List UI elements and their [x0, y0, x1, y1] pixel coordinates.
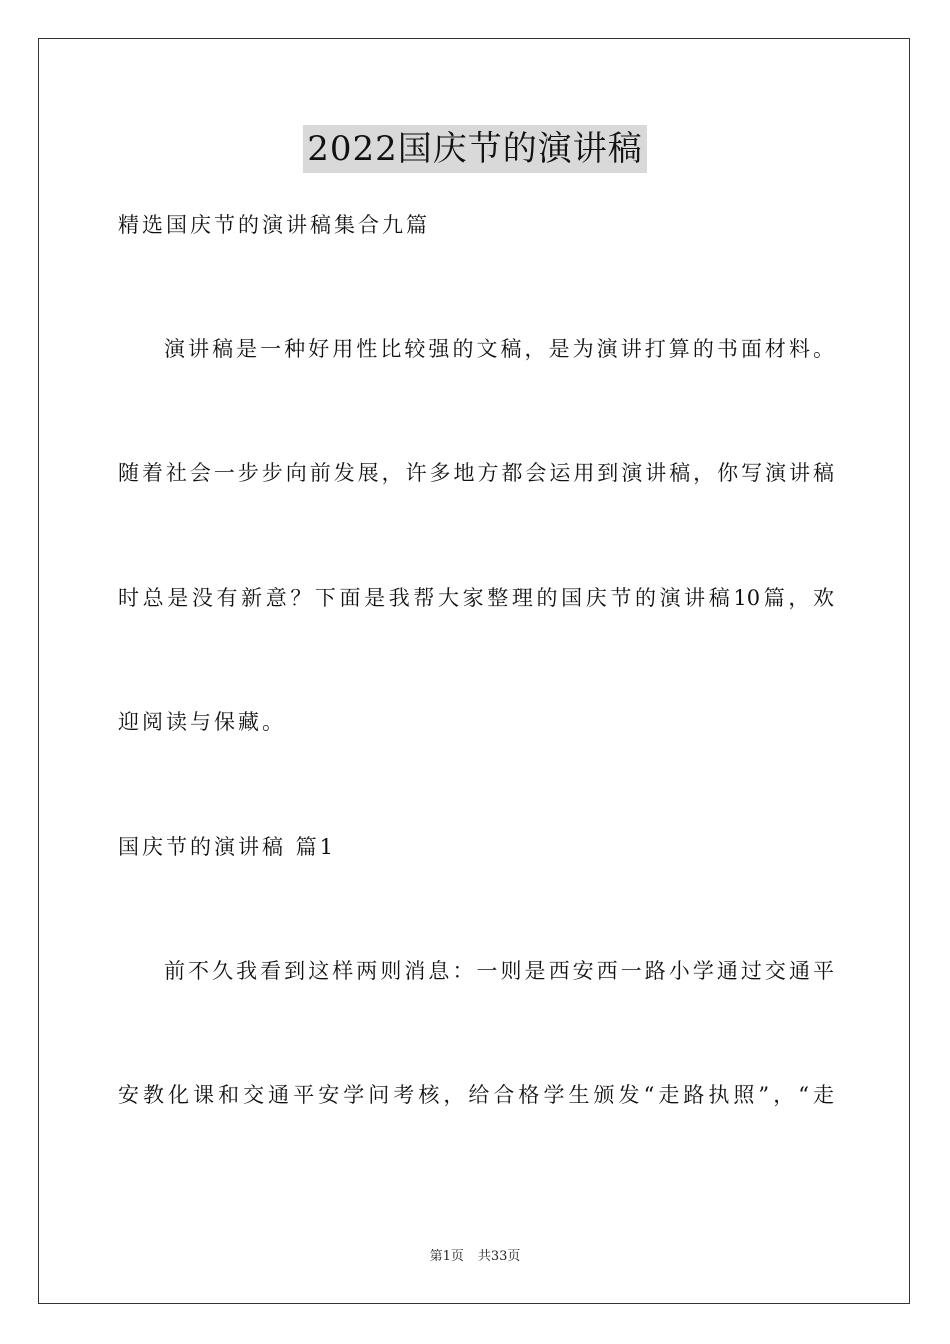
page-total: 共33页	[477, 1249, 521, 1264]
paragraph-line: 前不久我看到这样两则消息：一则是西安西一路小学通过交通平	[164, 959, 834, 983]
paragraph-line: 随着社会一步步向前发展，许多地方都会运用到演讲稿，你写演讲稿	[118, 461, 834, 485]
subtitle-line: 精选国庆节的演讲稿集合九篇	[118, 213, 430, 237]
paragraph-line: 安教化课和交通平安学问考核，给合格学生颁发“走路执照”，“走	[118, 1083, 834, 1107]
section-heading: 国庆节的演讲稿 篇1	[118, 835, 337, 859]
title-container	[0, 125, 950, 173]
paragraph-line: 演讲稿是一种好用性比较强的文稿，是为演讲打算的书面材料。	[164, 337, 834, 361]
document-title: 2022国庆节的演讲稿	[303, 125, 647, 173]
page-footer	[0, 1248, 950, 1266]
page-number: 第1页	[429, 1249, 464, 1264]
paragraph-line: 时总是没有新意？下面是我帮大家整理的国庆节的演讲稿10篇，欢	[118, 586, 834, 610]
paragraph-line: 迎阅读与保藏。	[118, 710, 286, 734]
